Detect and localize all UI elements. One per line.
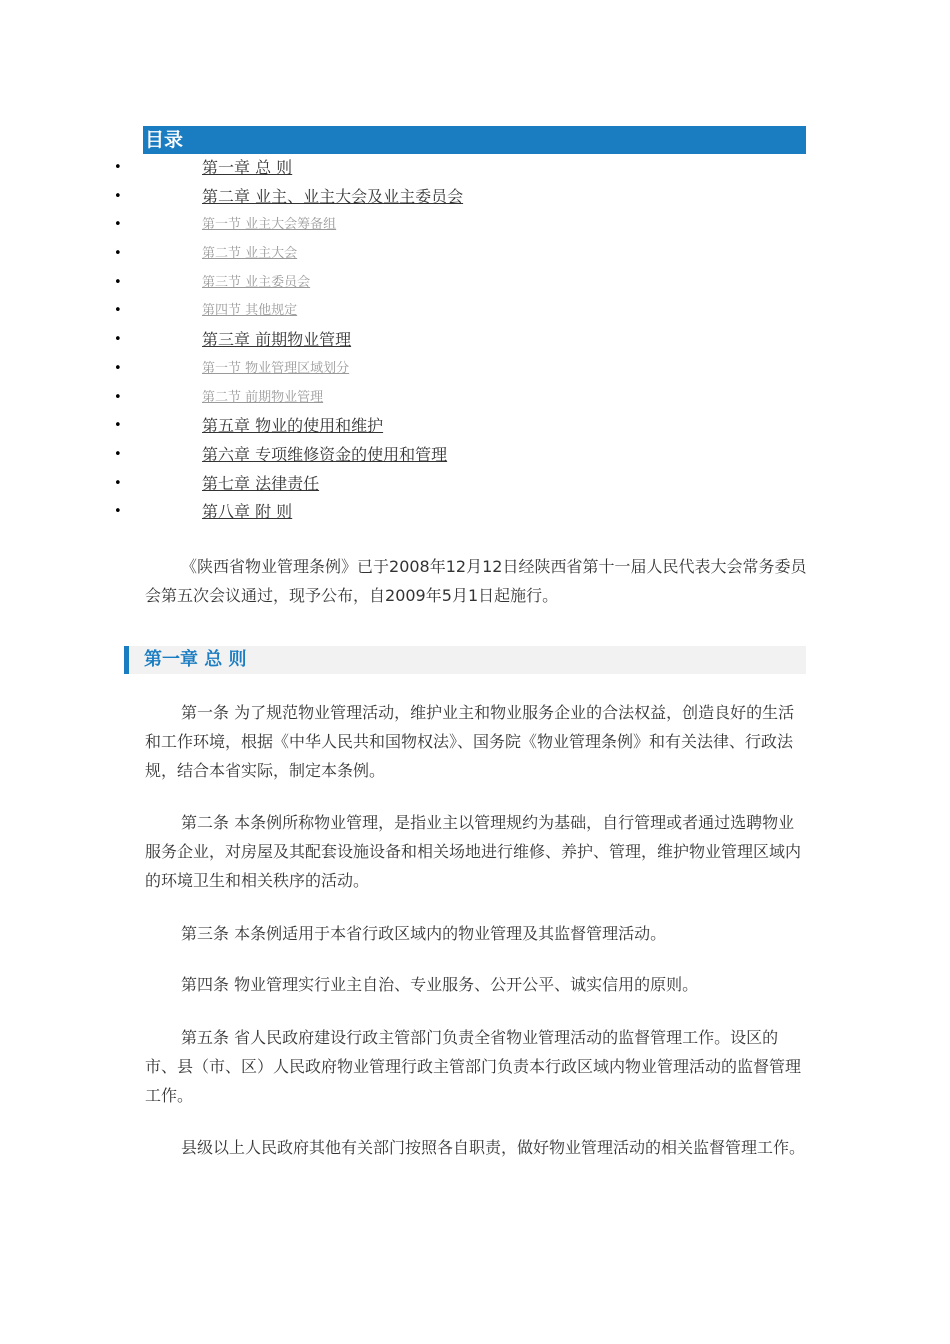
toc-item <box>0 470 950 499</box>
bullet-icon: • <box>114 217 122 233</box>
bullet-icon: • <box>114 504 122 520</box>
bullet-icon: • <box>114 303 122 319</box>
intro-text: 月 <box>466 557 483 576</box>
toc-list <box>0 154 950 527</box>
bullet-icon: • <box>114 274 122 290</box>
intro-number: 12 <box>482 557 503 576</box>
bullet-icon: • <box>114 332 122 348</box>
toc-item <box>0 355 950 384</box>
toc-item <box>0 211 950 240</box>
toc-link-chapter-8[interactable]: 第八章 附 则 <box>202 502 293 522</box>
article-paragraph: 第二条 本条例所称物业管理，是指业主以管理规约为基础，自行管理或者通过选聘物业服务企业，对房屋及其配套设施设备和相关场地进行维修、养护、管理，维护物业管理区域内的环境卫生和相关秩序的活动。 <box>145 813 802 890</box>
toc-link-section[interactable]: 第二节 业主大会 <box>202 246 298 262</box>
toc-title: 目录 <box>145 129 184 151</box>
toc-item <box>0 269 950 298</box>
bullet-icon: • <box>114 188 122 204</box>
bullet-icon: • <box>114 446 122 462</box>
toc-item <box>0 441 950 470</box>
article-paragraph: 第四条 物业管理实行业主自治、专业服务、公开公平、诚实信用的原则。 <box>181 975 699 994</box>
toc-link-chapter-1[interactable]: 第一章 总 则 <box>202 158 293 177</box>
toc-item <box>0 384 950 413</box>
chapter-heading <box>124 646 806 674</box>
toc-link-section[interactable]: 第四节 其他规定 <box>202 303 298 319</box>
intro-text: 年 <box>429 557 446 576</box>
bullet-icon: • <box>114 418 122 434</box>
toc-link-chapter-6[interactable]: 第六章 专项维修资金的使用和管理 <box>202 444 448 464</box>
article-paragraph: 县级以上人民政府其他有关部门按照各自职责，做好物业管理活动的相关监督管理工作。 <box>181 1138 806 1157</box>
toc-item <box>0 412 950 441</box>
bullet-icon: • <box>114 160 122 175</box>
toc-link-chapter-5[interactable]: 第五章 物业的使用和维护 <box>202 416 384 436</box>
toc-link-chapter-3[interactable]: 第三章 前期物业管理 <box>202 330 352 350</box>
intro-number: 2008 <box>389 557 430 576</box>
intro-number: 1 <box>467 586 479 605</box>
toc-link-chapter-7[interactable]: 第七章 法律责任 <box>202 473 320 493</box>
chapter-title: 第一章 总 则 <box>144 649 247 670</box>
article-paragraph: 第一条 为了规范物业管理活动，维护业主和物业服务企业的合法权益，创造良好的生活和工作环境，根据《中华人民共和国物权法》、国务院《物业管理条例》和有关法律、行政法规，结合本省实际，制定本条例。 <box>145 703 795 780</box>
toc-link-section[interactable]: 第一节 物业管理区域划分 <box>202 360 350 376</box>
intro-text: 日起施行。 <box>478 586 559 605</box>
toc-item <box>0 498 950 527</box>
bullet-icon: • <box>114 389 122 405</box>
toc-item <box>0 240 950 269</box>
toc-item <box>0 154 950 183</box>
intro-number: 2009 <box>385 586 426 605</box>
article-paragraph: 第五条 省人民政府建设行政主管部门负责全省物业管理活动的监督管理工作。设区的市、县（市、区）人民政府物业管理行政主管部门负责本行政区域内物业管理活动的监督管理工作。 <box>145 1028 802 1105</box>
intro-paragraph <box>145 552 810 610</box>
bullet-icon: • <box>114 246 122 262</box>
article-paragraph: 第三条 本条例适用于本省行政区域内的物业管理及其监督管理活动。 <box>181 924 667 943</box>
toc-item <box>0 297 950 326</box>
bullet-icon: • <box>114 360 122 376</box>
toc-link-chapter-2[interactable]: 第二章 业主、业主大会及业主委员会 <box>202 186 464 206</box>
intro-text: 月 <box>451 586 468 605</box>
intro-text: 日经陕西省第十一届人民代表大会常务委员会第五次会议通过，现予公布，自 <box>145 557 807 605</box>
intro-text: 年 <box>425 586 442 605</box>
toc-item <box>0 326 950 355</box>
toc-link-section[interactable]: 第一节 业主大会筹备组 <box>202 217 337 233</box>
intro-number: 5 <box>441 586 452 605</box>
heading-accent-bar <box>124 646 129 674</box>
toc-item <box>0 183 950 212</box>
bullet-icon: • <box>114 475 122 491</box>
toc-link-section[interactable]: 第三节 业主委员会 <box>202 274 311 290</box>
toc-header <box>143 126 806 154</box>
intro-number: 12 <box>445 557 467 576</box>
toc-link-section[interactable]: 第二节 前期物业管理 <box>202 389 324 405</box>
intro-text: 《陕西省物业管理条例》已于 <box>181 557 390 576</box>
